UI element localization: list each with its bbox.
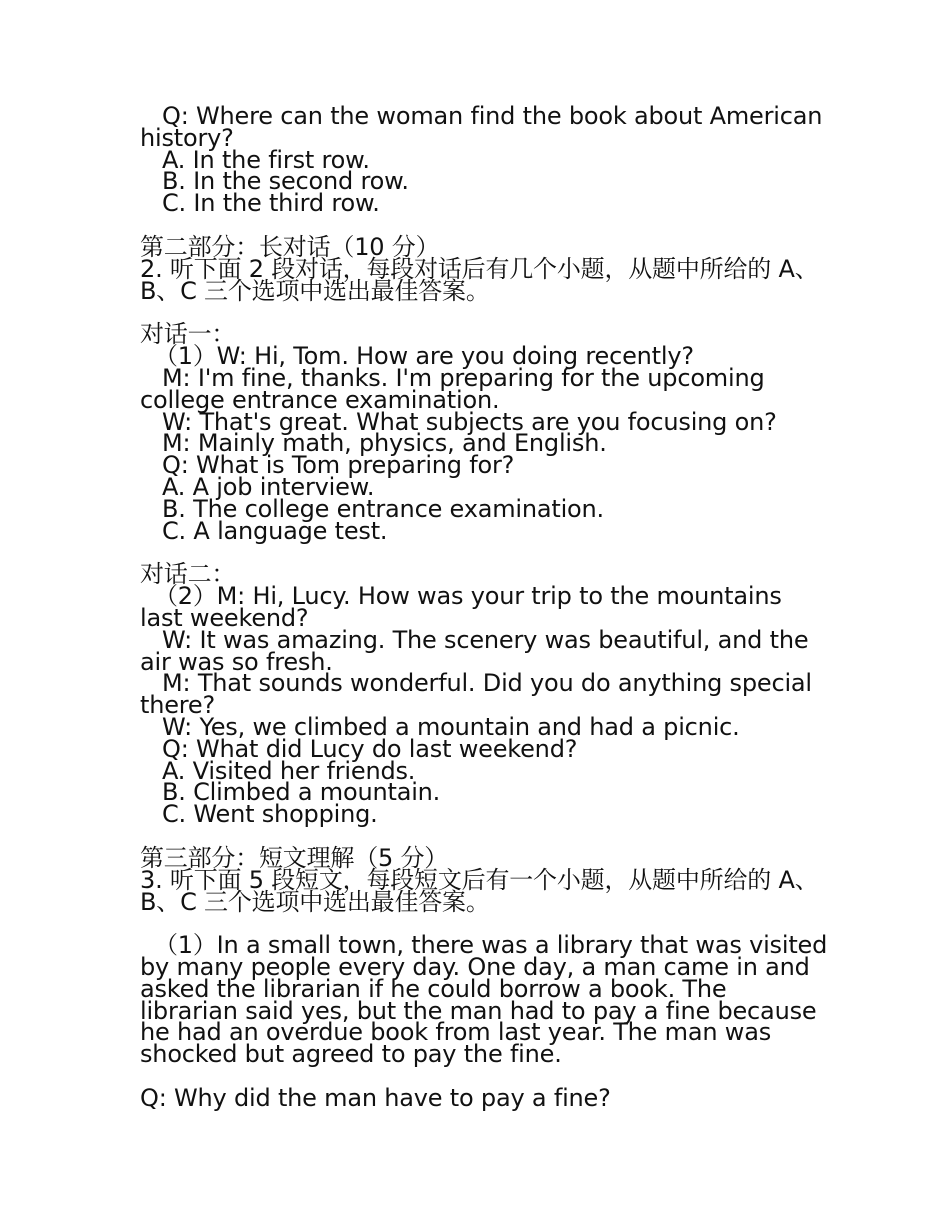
spacer bbox=[140, 302, 830, 324]
option-b: B. The college entrance examination. bbox=[162, 494, 604, 523]
option-c: C. In the third row. bbox=[162, 189, 380, 218]
option-a: A. A job interview. bbox=[162, 472, 375, 501]
dialogue-label: 对话二： bbox=[140, 560, 236, 589]
dialogue-line: （2）M: Hi, Lucy. How was your trip to the mountains last weekend? bbox=[140, 582, 782, 632]
section-title: 第三部分：短文理解（5 分） bbox=[140, 843, 449, 872]
document-page bbox=[140, 102, 830, 1113]
question-text: Q: What is Tom preparing for? bbox=[162, 451, 515, 480]
dialogue-line: M: That sounds wonderful. Did you do anything special there? bbox=[140, 669, 812, 720]
option-b: B. In the second row. bbox=[162, 167, 409, 196]
option-c: C. Went shopping. bbox=[162, 800, 378, 829]
option-a: A. Visited her friends. bbox=[162, 756, 416, 785]
section-title: 第二部分：长对话（10 分） bbox=[140, 232, 440, 261]
passage-text: （1）In a small town, there was a library that was visited by many people every day. One day, a man came in and asked the librarian if he could borrow a book. The librarian said yes, but the man had to pay a fine because he had an overdue book from last year. The man was shocked but agreed to pay the fine. bbox=[140, 931, 828, 1069]
question-text: Q: Where can the woman find the book about American history? bbox=[140, 102, 823, 152]
question-text: Q: What did Lucy do last weekend? bbox=[162, 734, 578, 763]
spacer bbox=[140, 542, 830, 564]
option-b: B. Climbed a mountain. bbox=[162, 778, 441, 807]
section-instruction: 3. 听下面 5 段短文，每段短文后有一个小题，从题中所给的 A、B、C 三个选项中选出最佳答案。 bbox=[140, 865, 819, 916]
option-c: C. A language test. bbox=[162, 516, 388, 545]
dialogue-line: （1）W: Hi, Tom. How are you doing recently? bbox=[154, 342, 694, 371]
question-text: Q: Why did the man have to pay a fine? bbox=[140, 1084, 611, 1113]
dialogue-line: W: Yes, we climbed a mountain and had a picnic. bbox=[162, 712, 740, 741]
option-a: A. In the first row. bbox=[162, 145, 370, 174]
dialogue-label: 对话一： bbox=[140, 320, 236, 349]
dialogue-line: W: It was amazing. The scenery was beautiful, and the air was so fresh. bbox=[140, 625, 809, 676]
dialogue-line: M: Mainly math, physics, and English. bbox=[162, 429, 607, 458]
dialogue-line: M: I'm fine, thanks. I'm preparing for the upcoming college entrance examination. bbox=[140, 363, 765, 414]
section-instruction: 2. 听下面 2 段对话，每段对话后有几个小题，从题中所给的 A、B、C 三个选项中选出最佳答案。 bbox=[140, 254, 819, 305]
dialogue-line: W: That's great. What subjects are you focusing on? bbox=[162, 407, 777, 436]
